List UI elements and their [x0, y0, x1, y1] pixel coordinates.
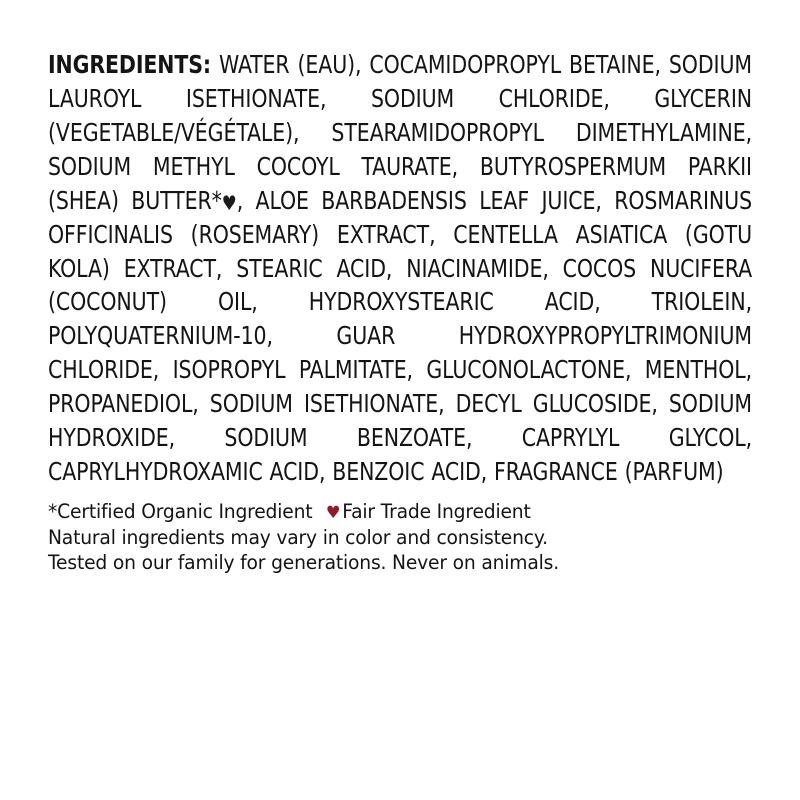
footnote-markers-line — [48, 499, 758, 525]
footnote-animal-testing: Tested on our family for generations. Never on animals. — [48, 551, 559, 575]
ingredients-heading: INGREDIENTS: — [48, 50, 212, 79]
fair-trade-marker-text: Fair Trade Ingredient — [342, 499, 531, 523]
footnotes-block — [48, 499, 758, 576]
ingredients-list-part-one: WATER (EAU), COCAMIDOPROPYL BETAINE, SODIUM LAUROYL ISETHIONATE, SODIUM CHLORIDE, GLYCERIN (VEGETABLE/VÉGÉTALE), STEARAMIDOPROPYL DIMETHYLAMINE, SODIUM METHYL COCOYL TAURATE, BUTYROSPERMUM PARKII (SHEA) BUTTER* — [48, 50, 753, 215]
heart-icon-shea-butter: ♥ — [221, 190, 237, 215]
heart-icon-fair-trade: ♥ — [325, 502, 341, 523]
organic-marker-text: *Certified Organic Ingredient — [48, 499, 313, 523]
footnote-natural-variation: Natural ingredients may vary in color and consistency. — [48, 525, 548, 549]
ingredients-list-part-two: , ALOE BARBADENSIS LEAF JUICE, ROSMARINUS OFFICINALIS (ROSEMARY) EXTRACT, CENTELLA ASIATICA (GOTU KOLA) EXTRACT, STEARIC ACID, NIACINAMIDE, COCOS NUCIFERA (COCONUT) OIL, HYDROXYSTEARIC ACID, TRIOLEIN, POLYQUATERNIUM-10, GUAR HYDROXYPROPYLTRIMONIUM CHLORIDE, ISOPROPYL PALMITATE, GLUCONOLACTONE, MENTHOL, PROPANEDIOL, SODIUM ISETHIONATE, DECYL GLUCOSIDE, SODIUM HYDROXIDE, SODIUM BENZOATE, CAPRYLYL GLYCOL, CAPRYLHYDROXAMIC ACID, BENZOIC ACID, FRAGRANCE (PARFUM) — [48, 185, 753, 487]
ingredients-paragraph — [48, 48, 752, 489]
